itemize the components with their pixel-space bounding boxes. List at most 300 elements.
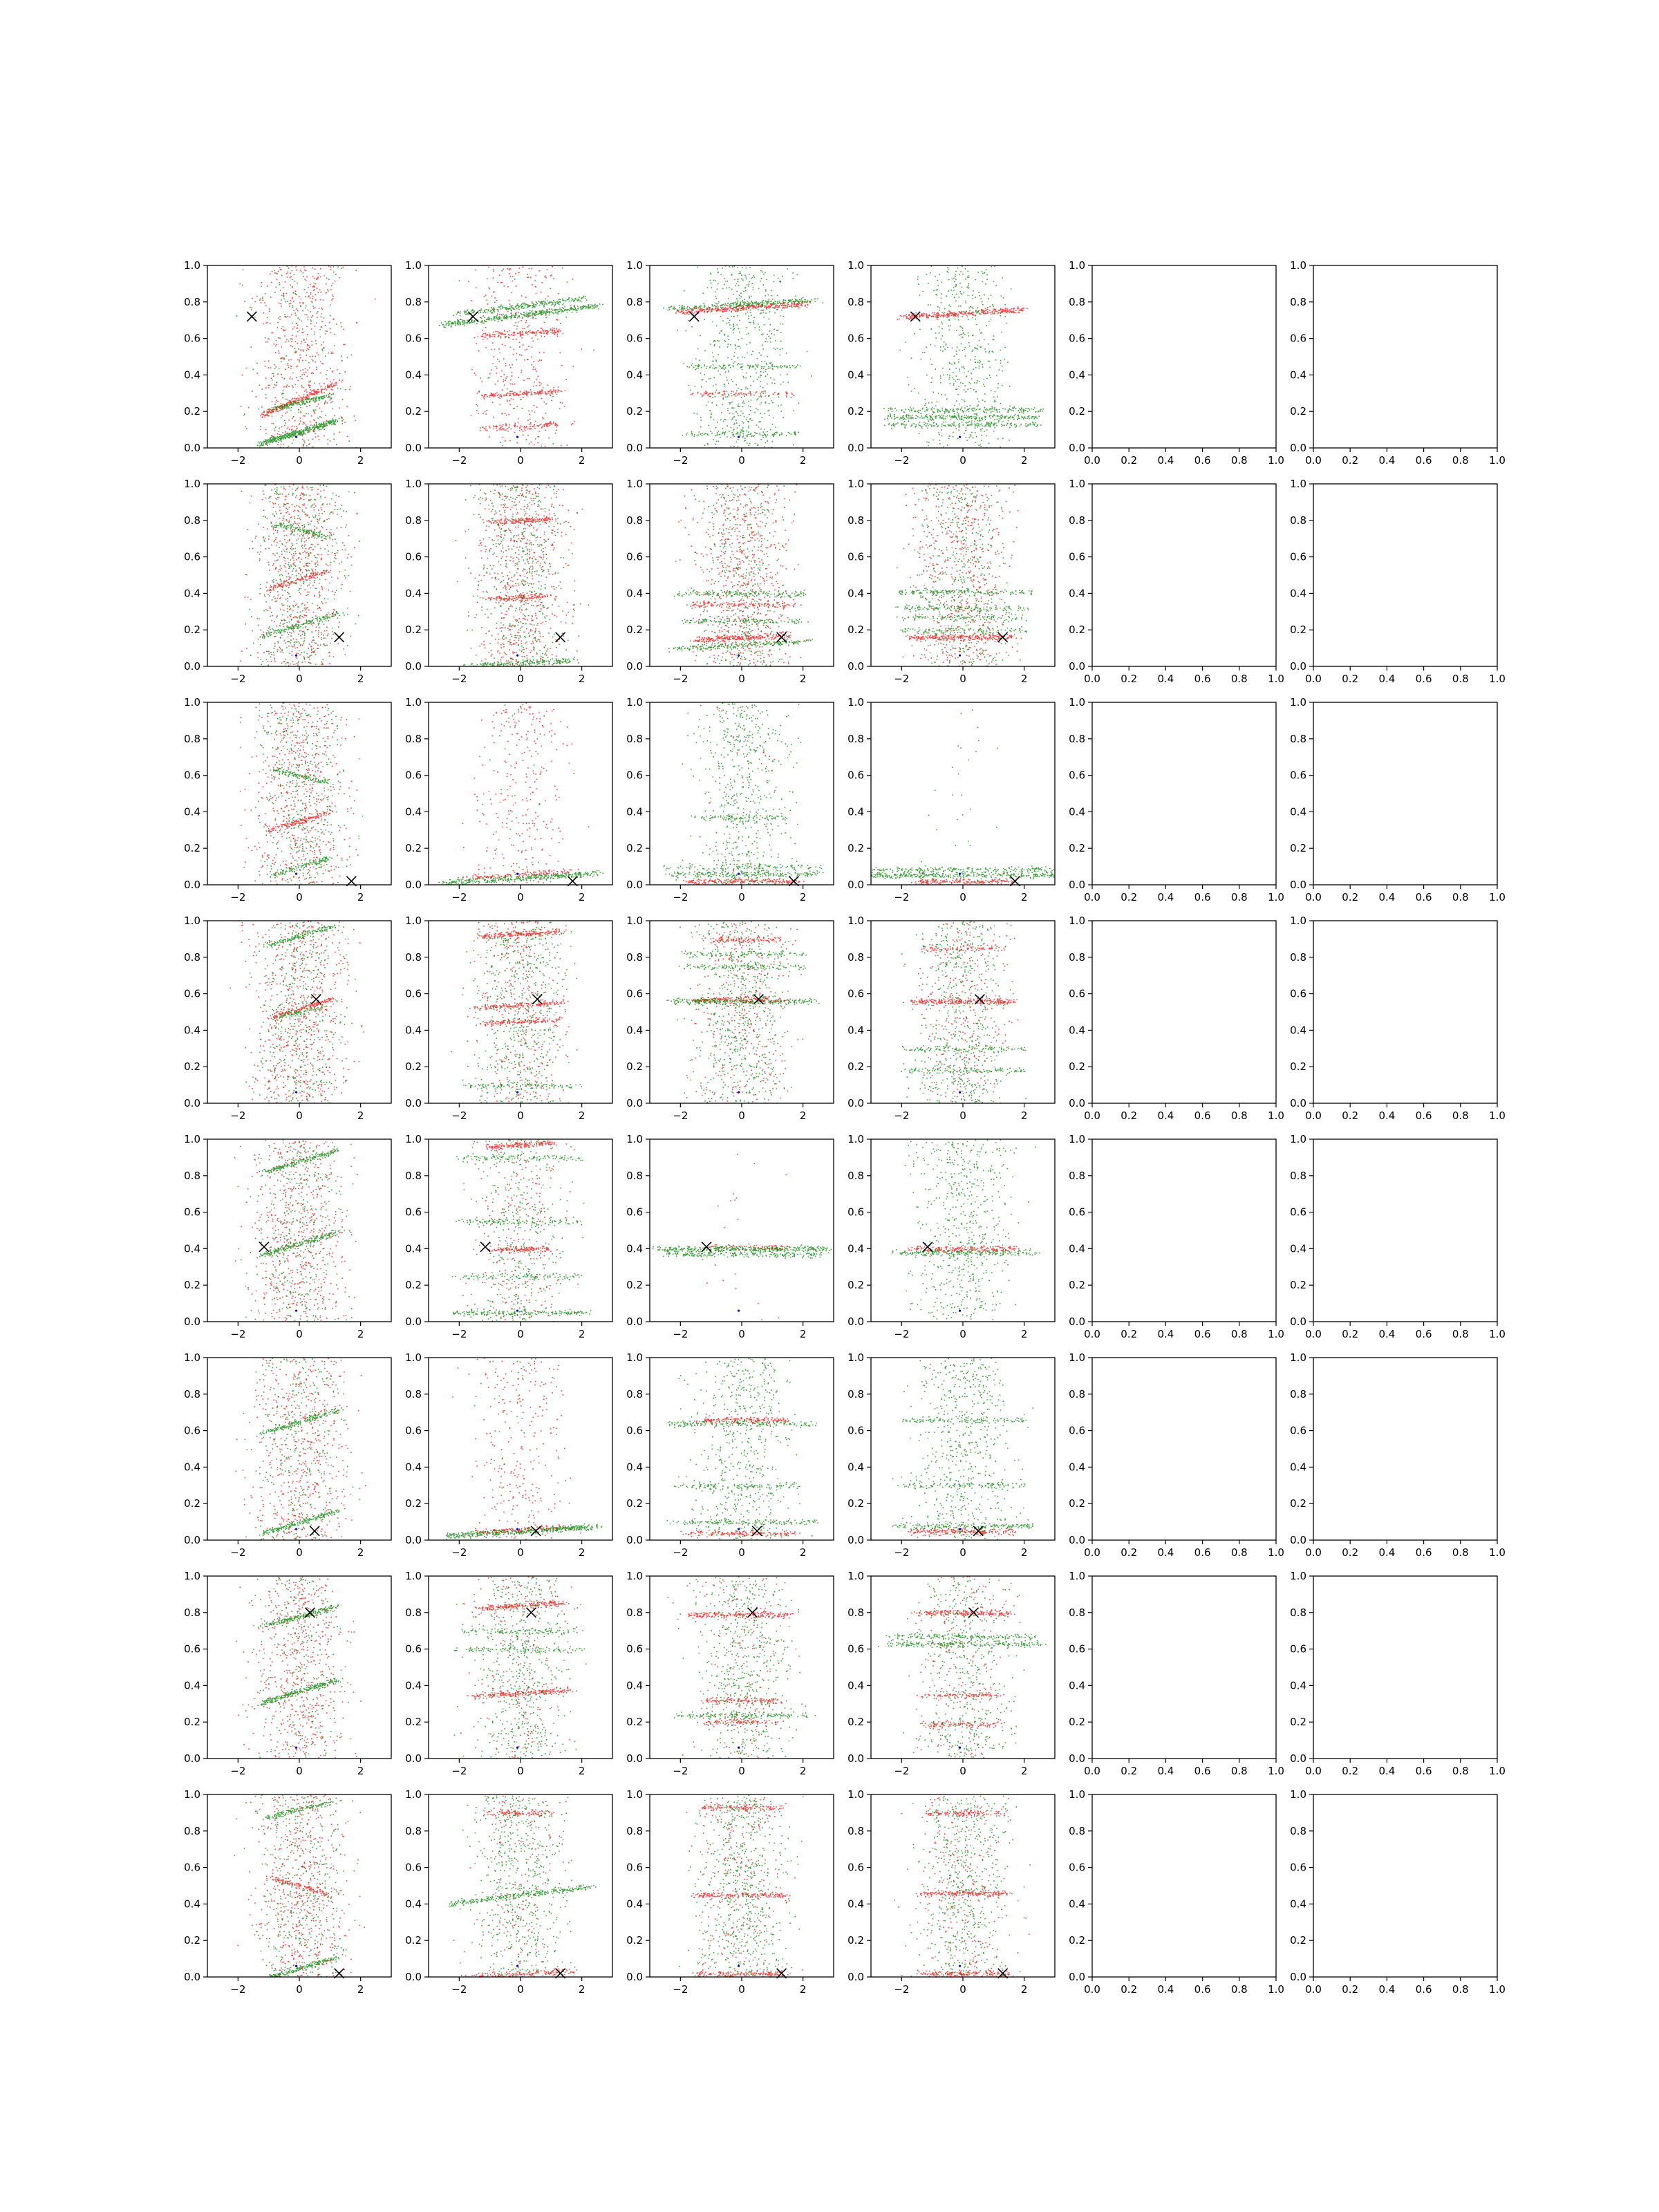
x-tick-label: 0.0	[1305, 891, 1322, 903]
x-tick-label: 0.8	[1452, 891, 1469, 903]
y-tick-label: 0.2	[405, 1934, 422, 1947]
y-tick-label: 0.4	[847, 587, 864, 600]
series-a-points	[240, 265, 376, 449]
y-tick-label: 1.0	[184, 1570, 200, 1582]
scatter-points	[229, 921, 364, 1104]
x-tick-label: 1.0	[1268, 454, 1284, 467]
y-tick-label: 0.0	[1290, 1971, 1306, 1983]
y-tick-label: 0.4	[847, 1461, 864, 1474]
y-tick-label: 0.0	[1069, 879, 1085, 891]
y-tick-label: 0.2	[184, 405, 200, 418]
axes-frame	[1092, 484, 1276, 666]
y-tick-label: 0.2	[847, 1934, 864, 1947]
x-tick-label: −2	[673, 1546, 688, 1559]
x-tick-label: 0.8	[1452, 673, 1469, 685]
y-tick-label: 1.0	[1290, 1351, 1306, 1364]
x-tick-label: 0	[517, 1109, 524, 1122]
blue-dot	[295, 873, 297, 875]
x-tick-label: 0.4	[1157, 1109, 1174, 1122]
axes-frame	[871, 1576, 1055, 1759]
y-tick-label: 0.6	[405, 1861, 422, 1874]
y-tick-label: 1.0	[405, 478, 422, 490]
y-tick-label: 0.0	[1290, 442, 1306, 454]
blue-dot	[295, 1528, 297, 1530]
y-tick-label: 0.4	[626, 1242, 643, 1255]
blue-dot	[516, 1528, 518, 1530]
x-tick-label: 2	[1020, 1546, 1028, 1559]
series-b-points	[666, 921, 819, 1105]
axes-frame	[1313, 1794, 1497, 1977]
y-tick-label: 1.0	[184, 478, 200, 490]
y-tick-label: 0.0	[405, 879, 422, 891]
y-tick-label: 0.8	[184, 950, 200, 964]
y-tick-label: 0.2	[1290, 1934, 1306, 1947]
x-tick-label: −2	[451, 673, 467, 685]
y-tick-label: 0.6	[1290, 550, 1306, 563]
axes-frame	[207, 265, 391, 448]
y-tick-label: 0.6	[626, 332, 643, 345]
y-tick-label: 0.6	[847, 1861, 864, 1874]
x-tick-label: 2	[578, 673, 585, 685]
y-tick-label: 0.2	[626, 1060, 643, 1074]
scatter-points	[456, 484, 590, 668]
y-tick-label: 0.6	[184, 550, 200, 563]
subplot-r1-c2	[405, 259, 612, 467]
y-tick-label: 0.8	[1069, 1606, 1085, 1619]
y-tick-label: 0.6	[405, 1424, 422, 1437]
scatter-points	[454, 1577, 587, 1760]
y-tick-label: 0.2	[184, 842, 200, 855]
axes-frame	[1313, 1576, 1497, 1759]
axes-frame	[429, 702, 612, 885]
y-tick-label: 0.6	[1290, 332, 1306, 345]
y-tick-label: 0.6	[184, 332, 200, 345]
y-tick-label: 0.2	[1069, 1934, 1085, 1947]
y-tick-label: 0.2	[847, 842, 864, 855]
y-tick-label: 1.0	[1290, 915, 1306, 927]
axes-frame	[1092, 921, 1276, 1103]
x-tick-label: 2	[799, 891, 807, 903]
x-tick-label: 0.8	[1230, 1765, 1248, 1777]
y-tick-label: 0.2	[1290, 1497, 1306, 1510]
x-tick-label: 0.6	[1415, 454, 1432, 467]
x-tick-label: 1.0	[1489, 454, 1506, 467]
x-tick-label: 1.0	[1489, 1983, 1506, 1996]
y-tick-label: 0.0	[405, 660, 422, 673]
x-tick-label: 0	[296, 1765, 303, 1777]
x-tick-label: 0	[517, 454, 524, 467]
y-tick-label: 0.2	[1290, 624, 1306, 637]
x-tick-label: 0	[517, 1765, 524, 1777]
y-tick-label: 1.0	[626, 915, 643, 927]
axes-frame	[1092, 1139, 1276, 1322]
y-tick-label: 0.4	[184, 587, 200, 600]
y-tick-label: 0.4	[1290, 1679, 1306, 1692]
scatter-points	[438, 702, 603, 885]
subplot-r6-c4	[847, 1351, 1055, 1559]
y-tick-label: 0.0	[184, 1971, 200, 1983]
y-tick-label: 0.8	[184, 1169, 200, 1182]
series-b-points	[679, 1795, 804, 1978]
x-tick-label: 0	[959, 1765, 966, 1777]
y-tick-label: 1.0	[1290, 259, 1306, 272]
y-tick-label: 0.0	[1069, 660, 1085, 673]
subplot-r4-c6	[1290, 915, 1506, 1122]
y-tick-label: 0.8	[1069, 732, 1085, 745]
subplot-r3-c6	[1290, 696, 1506, 903]
y-tick-label: 0.0	[184, 1097, 200, 1109]
y-tick-label: 0.8	[626, 1824, 643, 1837]
y-tick-label: 0.0	[847, 1752, 864, 1765]
y-tick-label: 1.0	[184, 696, 200, 709]
x-tick-label: 0.6	[1194, 1109, 1211, 1122]
y-tick-label: 0.0	[847, 660, 864, 673]
y-tick-label: 0.6	[1290, 769, 1306, 782]
y-tick-label: 0.2	[184, 1060, 200, 1074]
x-tick-label: 2	[357, 1328, 364, 1340]
blue-dot	[295, 655, 297, 657]
y-tick-label: 0.8	[626, 950, 643, 964]
y-tick-label: 0.8	[847, 1169, 864, 1182]
y-tick-label: 0.2	[405, 1497, 422, 1510]
scatter-points	[892, 1358, 1034, 1541]
series-b-points	[446, 1358, 602, 1540]
y-tick-label: 0.6	[626, 1861, 643, 1874]
series-a-points	[235, 1141, 358, 1322]
y-tick-label: 0.4	[184, 1679, 200, 1692]
y-tick-label: 0.8	[847, 514, 864, 527]
x-tick-label: 0.6	[1194, 1546, 1211, 1559]
y-tick-label: 1.0	[1069, 915, 1085, 927]
series-b-points	[668, 484, 813, 667]
axes-frame	[871, 1139, 1055, 1322]
x-tick-label: 0.8	[1230, 1328, 1248, 1340]
y-tick-label: 0.0	[405, 1315, 422, 1328]
series-b-points	[454, 1577, 587, 1760]
y-tick-label: 0.6	[184, 1206, 200, 1219]
y-tick-label: 0.6	[1290, 1206, 1306, 1219]
y-tick-label: 0.6	[1290, 987, 1306, 1000]
y-tick-label: 0.8	[626, 1387, 643, 1400]
y-tick-label: 0.2	[1290, 1279, 1306, 1292]
series-a-points	[236, 1358, 366, 1540]
y-tick-label: 0.4	[405, 1242, 422, 1255]
subplot-r1-c1	[184, 259, 391, 467]
y-tick-label: 0.4	[626, 587, 643, 600]
y-tick-label: 0.8	[184, 1387, 200, 1400]
y-tick-label: 0.8	[405, 1824, 422, 1837]
y-tick-label: 0.6	[847, 1642, 864, 1656]
y-tick-label: 1.0	[1290, 478, 1306, 490]
x-tick-label: 1.0	[1268, 1983, 1284, 1996]
x-tick-label: 0.8	[1230, 673, 1248, 685]
subplot-r3-c4	[847, 696, 1055, 903]
axes-frame	[650, 265, 834, 448]
y-tick-label: 0.0	[626, 660, 643, 673]
x-tick-label: 1.0	[1489, 1765, 1506, 1777]
series-a-points	[236, 1577, 361, 1760]
series-b-points	[878, 1577, 1046, 1759]
y-tick-label: 0.0	[405, 1752, 422, 1765]
x-tick-label: 0.0	[1305, 673, 1322, 685]
y-tick-label: 0.0	[626, 1315, 643, 1328]
scatter-points	[653, 1154, 832, 1320]
series-a-points	[453, 1796, 578, 1978]
y-tick-label: 0.8	[405, 295, 422, 308]
y-tick-label: 0.8	[405, 1606, 422, 1619]
x-tick-label: 0	[738, 1983, 745, 1996]
subplot-r5-c2	[405, 1133, 612, 1340]
scatter-points	[668, 484, 813, 667]
y-tick-label: 0.6	[405, 550, 422, 563]
y-tick-label: 0.4	[184, 1024, 200, 1037]
y-tick-label: 0.8	[1290, 295, 1306, 308]
x-tick-label: 0.6	[1194, 673, 1211, 685]
y-tick-label: 1.0	[847, 696, 864, 709]
y-tick-label: 0.8	[184, 514, 200, 527]
x-tick-label: 2	[578, 1328, 585, 1340]
y-tick-label: 0.6	[1069, 1642, 1085, 1656]
x-tick-label: 0	[517, 1328, 524, 1340]
y-tick-label: 1.0	[626, 696, 643, 709]
axes-frame	[1092, 1358, 1276, 1540]
blue-dot	[738, 1091, 740, 1094]
y-tick-label: 0.6	[184, 987, 200, 1000]
x-tick-label: 2	[578, 1546, 585, 1559]
x-tick-label: 0	[517, 673, 524, 685]
y-tick-label: 1.0	[1290, 1788, 1306, 1801]
y-tick-label: 0.2	[626, 1934, 643, 1947]
x-tick-label: 0.4	[1157, 1546, 1174, 1559]
x-tick-label: 0	[738, 1109, 745, 1122]
subplot-r8-c1	[184, 1788, 391, 1996]
y-tick-label: 0.6	[626, 987, 643, 1000]
x-tick-label: 0	[959, 1983, 966, 1996]
y-tick-label: 0.6	[405, 987, 422, 1000]
x-tick-label: 0	[738, 891, 745, 903]
x-tick-label: 2	[357, 454, 364, 467]
x-tick-label: 0.6	[1415, 1765, 1432, 1777]
y-tick-label: 0.4	[1069, 1679, 1085, 1692]
y-tick-label: 0.2	[405, 1060, 422, 1074]
y-tick-label: 0.0	[184, 879, 200, 891]
x-tick-label: 2	[1020, 1983, 1028, 1996]
y-tick-label: 0.0	[1290, 660, 1306, 673]
y-tick-label: 0.8	[184, 732, 200, 745]
x-tick-label: 0	[517, 1983, 524, 1996]
y-tick-label: 0.4	[626, 1461, 643, 1474]
series-a-points	[463, 1139, 579, 1322]
y-tick-label: 0.0	[1290, 879, 1306, 891]
subplot-r1-c6	[1290, 259, 1506, 467]
x-tick-label: 0.2	[1342, 1765, 1359, 1777]
blue-dot	[738, 436, 740, 438]
blue-dot	[959, 1528, 961, 1530]
y-tick-label: 0.0	[1290, 1752, 1306, 1765]
series-a-points	[686, 1797, 803, 1978]
x-tick-label: 0	[517, 1546, 524, 1559]
y-tick-label: 0.4	[1069, 1024, 1085, 1037]
y-tick-label: 0.6	[1069, 1206, 1085, 1219]
subplot-r2-c1	[184, 478, 391, 685]
y-tick-label: 0.6	[184, 1642, 200, 1656]
y-tick-label: 1.0	[1069, 1351, 1085, 1364]
scatter-points	[878, 1576, 1046, 1759]
x-tick-label: −2	[673, 891, 688, 903]
y-tick-label: 1.0	[847, 259, 864, 272]
axes-frame	[650, 1794, 834, 1977]
y-tick-label: 0.4	[1290, 805, 1306, 818]
subplot-r5-c1	[184, 1133, 391, 1340]
series-a-points	[465, 484, 589, 667]
x-tick-label: 0	[959, 891, 966, 903]
scatter-points	[439, 266, 603, 447]
y-tick-label: 0.8	[405, 950, 422, 964]
y-tick-label: 0.2	[626, 624, 643, 637]
x-tick-label: 2	[578, 454, 585, 467]
series-b-points	[892, 1358, 1034, 1541]
scatter-points	[666, 921, 819, 1105]
x-tick-label: 2	[799, 1546, 807, 1559]
series-b-points	[242, 921, 363, 1104]
scatter-points	[901, 921, 1026, 1104]
y-tick-label: 0.2	[1069, 1279, 1085, 1292]
y-tick-label: 0.8	[847, 1387, 864, 1400]
y-tick-label: 0.8	[847, 732, 864, 745]
y-tick-label: 0.2	[184, 1934, 200, 1947]
y-tick-label: 1.0	[847, 1570, 864, 1582]
blue-dot	[959, 873, 961, 875]
x-marker	[480, 1242, 490, 1252]
x-tick-label: 1.0	[1489, 891, 1506, 903]
y-tick-label: 0.6	[1069, 1424, 1085, 1437]
x-tick-label: 0	[959, 1109, 966, 1122]
x-tick-label: 0.4	[1378, 1546, 1396, 1559]
subplot-r5-c4	[847, 1133, 1055, 1340]
x-tick-label: −2	[673, 673, 688, 685]
y-tick-label: 1.0	[184, 259, 200, 272]
blue-dot	[959, 436, 961, 438]
blue-dot	[516, 436, 518, 438]
x-tick-label: 0	[296, 1109, 303, 1122]
subplot-r7-c2	[405, 1570, 612, 1777]
y-tick-label: 0.6	[1290, 1861, 1306, 1874]
x-tick-label: 0.8	[1230, 454, 1248, 467]
axes-frame	[871, 1358, 1055, 1540]
x-tick-label: 0.4	[1378, 1328, 1396, 1340]
series-b-points	[664, 702, 824, 885]
y-tick-label: 0.0	[1290, 1097, 1306, 1109]
y-tick-label: 0.4	[184, 1461, 200, 1474]
x-tick-label: 2	[578, 1765, 585, 1777]
x-marker	[310, 1526, 319, 1536]
y-tick-label: 0.0	[1069, 1315, 1085, 1328]
y-tick-label: 1.0	[1290, 1570, 1306, 1582]
axes-frame	[1313, 921, 1497, 1103]
subplot-r4-c2	[405, 915, 612, 1122]
subplot-r2-c5	[1069, 478, 1284, 685]
x-tick-label: 0.8	[1452, 1546, 1469, 1559]
y-tick-label: 0.4	[1069, 805, 1085, 818]
x-tick-label: 0.2	[1342, 454, 1359, 467]
y-tick-label: 0.0	[1069, 1534, 1085, 1546]
y-tick-label: 1.0	[405, 259, 422, 272]
x-tick-label: 0	[959, 1328, 966, 1340]
scatter-points	[234, 1794, 365, 1978]
axes-frame	[1092, 265, 1276, 448]
x-tick-label: 1.0	[1268, 1328, 1284, 1340]
y-tick-label: 0.0	[184, 1534, 200, 1546]
series-b-points	[871, 710, 1054, 885]
y-tick-label: 0.8	[1069, 1169, 1085, 1182]
y-tick-label: 0.0	[1069, 1097, 1085, 1109]
subplot-r2-c4	[847, 478, 1055, 685]
y-tick-label: 0.8	[626, 514, 643, 527]
x-tick-label: 0.4	[1157, 1328, 1174, 1340]
blue-dot	[959, 655, 961, 657]
axes-frame	[871, 484, 1055, 666]
subplot-r4-c1	[184, 915, 391, 1122]
subplot-r4-c5	[1069, 915, 1284, 1122]
x-tick-label: 0.0	[1305, 1765, 1322, 1777]
y-tick-label: 0.2	[1069, 1060, 1085, 1074]
scatter-points	[452, 1139, 591, 1323]
series-b-points	[451, 921, 583, 1104]
scatter-points	[236, 1358, 366, 1541]
x-tick-label: 1.0	[1268, 891, 1284, 903]
x-tick-label: −2	[230, 454, 246, 467]
x-tick-label: −2	[230, 1328, 246, 1340]
series-b-points	[901, 921, 1026, 1104]
x-tick-label: 2	[357, 1546, 364, 1559]
series-a-points	[700, 1154, 789, 1320]
x-tick-label: 0.8	[1230, 1109, 1248, 1122]
scatter-points	[679, 1795, 804, 1978]
blue-dot	[738, 655, 740, 657]
x-tick-label: 0.4	[1378, 454, 1396, 467]
y-tick-label: 1.0	[184, 1351, 200, 1364]
y-tick-label: 1.0	[1069, 1570, 1085, 1582]
y-tick-label: 0.8	[1290, 1387, 1306, 1400]
subplot-r3-c1	[184, 696, 391, 903]
y-tick-label: 0.8	[1290, 950, 1306, 964]
axes-frame	[650, 1358, 834, 1540]
subplot-r6-c5	[1069, 1351, 1284, 1559]
x-tick-label: 2	[799, 1983, 807, 1996]
y-tick-label: 0.2	[184, 1279, 200, 1292]
blue-dot	[738, 1747, 740, 1749]
y-tick-label: 1.0	[184, 1788, 200, 1801]
x-marker	[335, 632, 344, 642]
x-tick-label: −2	[673, 1983, 688, 1996]
scatter-points	[883, 265, 1044, 449]
y-tick-label: 0.8	[847, 1606, 864, 1619]
axes-frame	[1092, 1794, 1276, 1977]
series-b-points	[892, 1139, 1040, 1322]
x-tick-label: 0.2	[1121, 891, 1138, 903]
y-tick-label: 0.4	[626, 1897, 643, 1911]
series-b-points	[236, 266, 357, 449]
x-tick-label: 1.0	[1489, 1546, 1506, 1559]
y-tick-label: 0.0	[847, 442, 864, 454]
subplot-r6-c1	[184, 1351, 391, 1559]
y-tick-label: 0.8	[847, 1824, 864, 1837]
x-tick-label: 2	[799, 1328, 807, 1340]
x-tick-label: 0.4	[1378, 673, 1396, 685]
y-tick-label: 0.0	[405, 1097, 422, 1109]
y-tick-label: 0.6	[1069, 550, 1085, 563]
scatter-points	[451, 921, 583, 1104]
